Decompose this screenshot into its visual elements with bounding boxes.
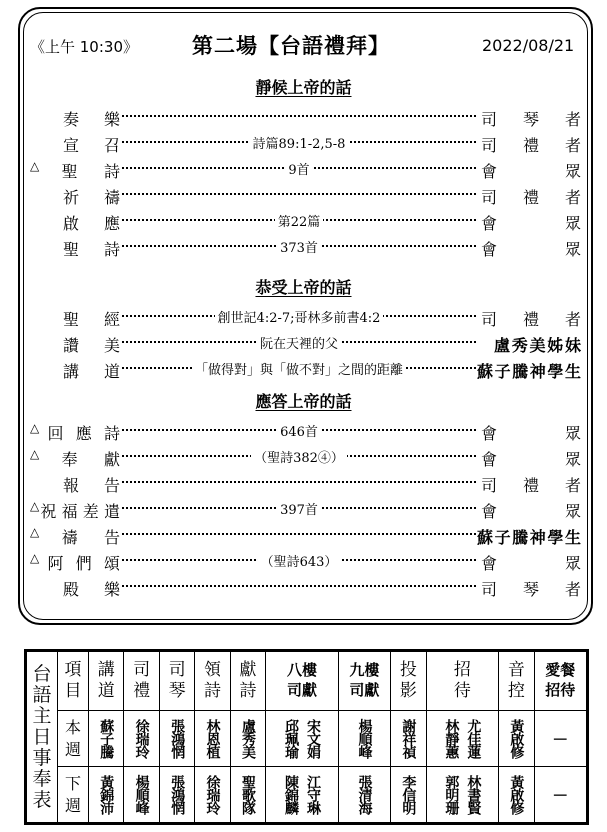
liturgy-item xyxy=(30,548,581,572)
liturgy-item-label: 祈 禱 xyxy=(62,188,120,207)
liturgy-item-leader: 司 琴 者 xyxy=(481,580,581,599)
column-header-song-leader: 領 詩 xyxy=(195,652,230,711)
duty-assignee: 聖歌隊 xyxy=(230,767,265,823)
liturgy-item xyxy=(30,418,581,442)
service-date: 2022/08/21 xyxy=(482,36,575,55)
liturgy-item-label: △ 祝 福 差 遣 xyxy=(30,499,120,521)
duty-assignee: 盧秀美 xyxy=(230,711,265,767)
duty-assignee: 徐瑞玲 xyxy=(124,711,159,767)
column-header-projection: 投 影 xyxy=(391,652,426,711)
liturgy-item xyxy=(30,156,581,180)
duty-assignee: 楊順峰 xyxy=(124,767,159,823)
liturgy-item xyxy=(30,496,581,520)
duty-assignee: 張鴻惘 xyxy=(159,767,194,823)
liturgy-item-leader: 盧 秀 美 姊 妹 xyxy=(494,333,581,356)
liturgy-item-label: 聖 詩 xyxy=(62,240,120,259)
liturgy-item-detail: 第22篇 xyxy=(122,211,476,230)
liturgy-item-leader: 司 禮 者 xyxy=(481,188,581,207)
liturgy-item-detail: 詩篇89:1-2,5-8 xyxy=(122,133,476,152)
column-header-liturgist: 司 禮 xyxy=(124,652,159,711)
liturgy-item-label: △ 奉 獻 xyxy=(30,447,120,469)
duty-assignee: 林恩植 xyxy=(195,711,230,767)
liturgy-item-leader: 會 眾 xyxy=(481,162,581,181)
duty-assignee: 黃錦沛 xyxy=(89,767,124,823)
duty-assignee: 張鴻惘 xyxy=(159,711,194,767)
liturgy-item-leader: 蘇 子 騰 神 學 生 xyxy=(477,359,581,382)
duty-row-next-week xyxy=(27,767,587,823)
liturgy-item xyxy=(30,130,581,154)
liturgy-item-leader: 會 眾 xyxy=(481,424,581,443)
liturgy-item-detail: 「做得對」與「做不對」之間的距離 xyxy=(122,359,476,378)
liturgy-item-detail: （聖詩382④） xyxy=(122,447,476,466)
section-title-text: 應答上帝的話 xyxy=(255,392,352,411)
congregation-stand-icon: △ xyxy=(30,447,40,461)
duty-assignee: 蘇子騰 xyxy=(89,711,124,767)
liturgy-item-label: 報 告 xyxy=(62,476,120,495)
liturgy-item xyxy=(30,234,581,258)
leader-dots xyxy=(122,481,476,483)
duty-assignee: 張清海 xyxy=(338,767,390,823)
leader-dots xyxy=(122,585,476,587)
section-title-text: 靜候上帝的話 xyxy=(255,78,352,97)
leader-dots xyxy=(122,193,476,195)
liturgy-item xyxy=(30,208,581,232)
duty-roster xyxy=(24,649,589,825)
congregation-stand-icon: △ xyxy=(30,421,40,435)
liturgy-item xyxy=(30,104,581,128)
liturgy-item-label: 讚 美 xyxy=(62,336,120,355)
section-title xyxy=(0,389,607,412)
liturgy-item xyxy=(30,330,581,354)
liturgy-item-label: 奏 樂 xyxy=(62,110,120,129)
section-title xyxy=(0,75,607,98)
liturgy-item-label: △ 回 應 詩 xyxy=(30,421,120,443)
duty-assignee: 郭明珊 林書賢 xyxy=(426,767,499,823)
liturgy-item xyxy=(30,470,581,494)
liturgy-item xyxy=(30,444,581,468)
liturgy-item-leader: 司 禮 者 xyxy=(481,476,581,495)
duty-assignee: 李信明 xyxy=(391,767,426,823)
liturgy-item xyxy=(30,304,581,328)
duty-assignee: － xyxy=(534,767,586,823)
duty-row-this-week xyxy=(27,711,587,767)
liturgy-item-label: 聖 經 xyxy=(62,310,120,329)
section-title-text: 恭受上帝的話 xyxy=(255,278,352,297)
column-header-preaching: 講 道 xyxy=(89,652,124,711)
liturgy-item-label: 講 道 xyxy=(62,362,120,381)
liturgy-item-leader: 司 琴 者 xyxy=(481,110,581,129)
duty-assignee: 楊順峰 xyxy=(338,711,390,767)
liturgy-item-leader: 會 眾 xyxy=(481,554,581,573)
liturgy-item-label: 殿 樂 xyxy=(62,580,120,599)
service-time: 《上午 10:30》 xyxy=(30,38,138,56)
liturgy-item-label: 啟 應 xyxy=(62,214,120,233)
service-title: 第二場【台語禮拜】 xyxy=(192,34,390,58)
bulletin-header xyxy=(0,30,607,60)
liturgy-item-leader: 會 眾 xyxy=(481,502,581,521)
liturgy-item-detail: 阮在天裡的父 xyxy=(122,333,476,352)
liturgy-item-detail: 373首 xyxy=(122,237,476,256)
liturgy-item-label: △ 聖 詩 xyxy=(30,159,120,181)
liturgy-item-label: 宣 召 xyxy=(62,136,120,155)
liturgy-item xyxy=(30,574,581,598)
duty-assignee: 邱珮瑜 宋文娟 xyxy=(266,711,339,767)
liturgy-item-detail: 創世記4:2-7;哥林多前書4:2 xyxy=(122,307,476,326)
duty-roster-table xyxy=(26,651,587,823)
duty-roster-title: 台 語 主 日 事 奉 表 xyxy=(27,652,58,823)
column-header-anthem: 獻 詩 xyxy=(230,652,265,711)
duty-assignee: 徐瑞玲 xyxy=(195,767,230,823)
duty-assignee: － xyxy=(534,711,586,767)
leader-dots xyxy=(122,533,476,535)
duty-assignee: 黃啟修 xyxy=(499,767,534,823)
liturgy-item-leader: 會 眾 xyxy=(481,450,581,469)
liturgy-item xyxy=(30,522,581,546)
week-label: 下 週 xyxy=(58,767,89,823)
congregation-stand-icon: △ xyxy=(30,499,40,513)
liturgy-item-label: △ 禱 告 xyxy=(30,525,120,547)
liturgy-item xyxy=(30,356,581,380)
duty-assignee: 謝祥禎 xyxy=(391,711,426,767)
liturgy-item-detail: 9首 xyxy=(122,159,476,178)
column-header-lunch-host: 愛餐 招待 xyxy=(534,652,586,711)
column-header-sound: 音 控 xyxy=(499,652,534,711)
liturgy-item xyxy=(30,182,581,206)
liturgy-item-leader: 會 眾 xyxy=(481,240,581,259)
liturgy-item-leader: 蘇 子 騰 神 學 生 xyxy=(477,525,581,548)
column-header-usher: 招 待 xyxy=(426,652,499,711)
congregation-stand-icon: △ xyxy=(30,525,40,539)
liturgy-item-label: △ 阿 們 頌 xyxy=(30,551,120,573)
liturgy-item-detail: （聖詩643） xyxy=(122,551,476,570)
liturgy-item-detail: 397首 xyxy=(122,499,476,518)
congregation-stand-icon: △ xyxy=(30,551,40,565)
section-title xyxy=(0,275,607,298)
column-header-item: 項 目 xyxy=(58,652,89,711)
column-header-8f-offering: 八樓 司獻 xyxy=(266,652,339,711)
duty-assignee: 陳錦麟 江守琳 xyxy=(266,767,339,823)
column-header-organist: 司 琴 xyxy=(159,652,194,711)
leader-dots xyxy=(122,115,476,117)
duty-assignee: 林靜蕙 尤佳蓮 xyxy=(426,711,499,767)
congregation-stand-icon: △ xyxy=(30,159,40,173)
liturgy-item-leader: 司 禮 者 xyxy=(481,136,581,155)
column-header-9f-offering: 九樓 司獻 xyxy=(338,652,390,711)
duty-assignee: 黃啟修 xyxy=(499,711,534,767)
liturgy-item-leader: 會 眾 xyxy=(481,214,581,233)
week-label: 本 週 xyxy=(58,711,89,767)
liturgy-item-detail: 646首 xyxy=(122,421,476,440)
liturgy-item-leader: 司 禮 者 xyxy=(481,310,581,329)
